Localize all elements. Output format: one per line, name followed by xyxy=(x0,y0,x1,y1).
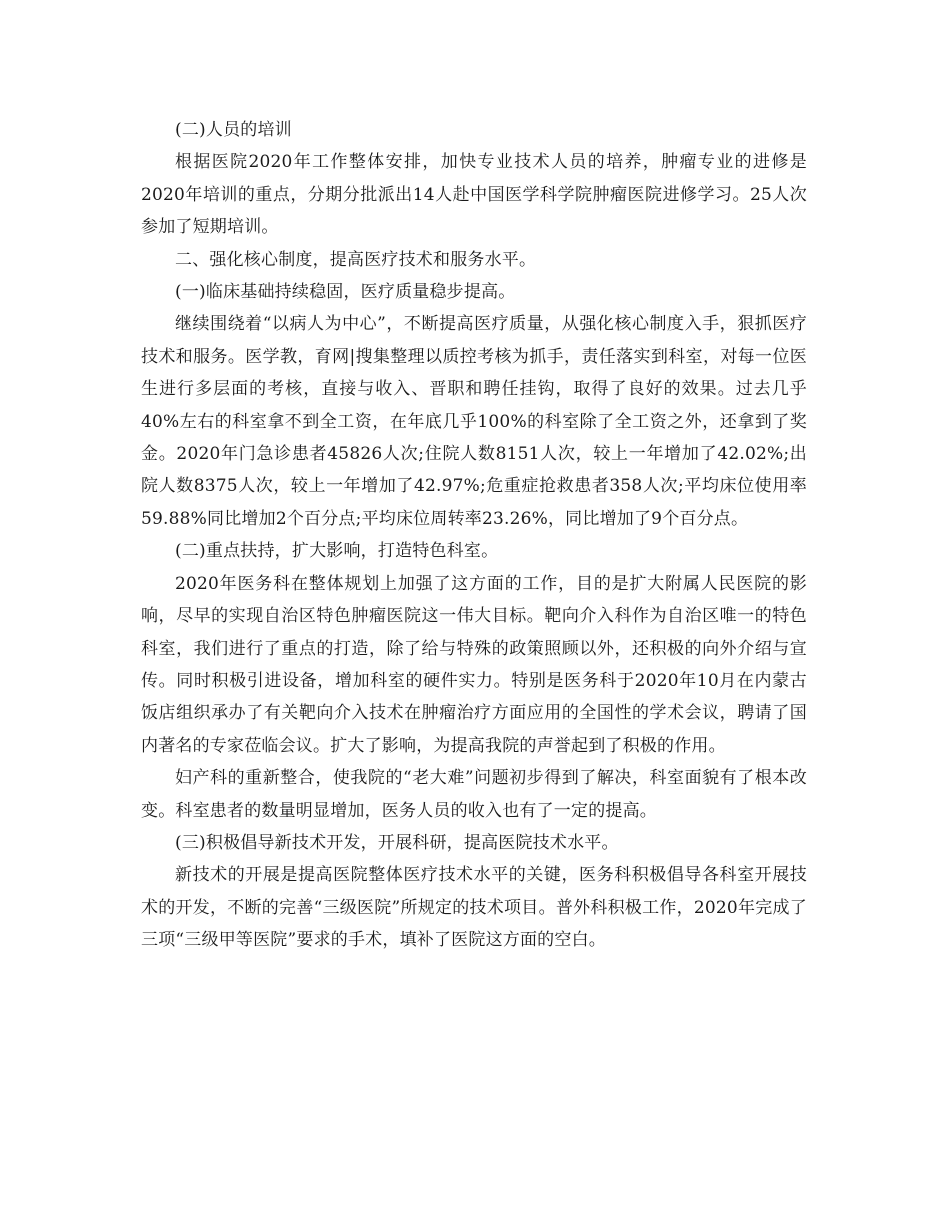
subsection-heading-clinical-quality: (一)临床基础持续稳固，医疗质量稳步提高。 xyxy=(175,282,516,303)
paragraph-training-details: 根据医院2020年工作整体安排，加快专业技术人员的培养，肿瘤专业的进修是2020年培训的重点，分期分批派出14人赴中国医学科学院肿瘤医院进修学习。25人次参加了短期培训。 xyxy=(141,152,807,238)
paragraph-obstetrics: 妇产科的重新整合，使我院的“老大难”问题初步得到了解决，科室面貌有了根本改变。科室患者的数量明显增加，医务人员的收入也有了一定的提高。 xyxy=(141,768,807,821)
document-body xyxy=(141,114,807,957)
paragraph-new-technology: 新技术的开展是提高医院整体医疗技术水平的关键，医务科积极倡导各科室开展技术的开发，不断的完善“三级医院”所规定的技术项目。普外科积极工作，2020年完成了三项“三级甲等医院”要求的手术，填补了医院这方面的空白。 xyxy=(141,865,807,951)
subsection-heading-featured-departments: (二)重点扶持，扩大影响，打造特色科室。 xyxy=(175,541,499,562)
section-heading-staff-training: (二)人员的培训 xyxy=(175,120,292,140)
section-heading-core-systems: 二、强化核心制度，提高医疗技术和服务水平。 xyxy=(175,249,537,270)
paragraph-featured-departments: 2020年医务科在整体规划上加强了这方面的工作，目的是扩大附属人民医院的影响，尽早的实现自治区特色肿瘤医院这一伟大目标。靶向介入科作为自治区唯一的特色科室，我们进行了重点的打造，除了给与特殊的政策照顾以外，还积极的向外介绍与宣传。同时积极引进设备，增加科室的硬件实力。特别是医务科于2020年10月在内蒙古饭店组织承办了有关靶向介入技术在肿瘤治疗方面应用的全国性的学术会议，聘请了国内著名的专家莅临会议。扩大了影响，为提高我院的声誉起到了积极的作用。 xyxy=(141,573,807,756)
paragraph-quality-statistics: 继续围绕着“以病人为中心”，不断提高医疗质量，从强化核心制度入手，狠抓医疗技术和服务。医学教，育网|搜集整理以质控考核为抓手，责任落实到科室，对每一位医生进行多层面的考核，直接与收入、晋职和聘任挂钩，取得了良好的效果。过去几乎40%左右的科室拿不到全工资，在年底几乎100%的科室除了全工资之外，还拿到了奖金。2020年门急诊患者45826人次;住院人数8151人次，较上一年增加了42.02%;出院人数8375人次，较上一年增加了42.97%;危重症抢救患者358人次;平均床位使用率59.88%同比增加2个百分点;平均床位周转率23.26%，同比增加了9个百分点。 xyxy=(141,314,807,529)
subsection-heading-new-technology: (三)积极倡导新技术开发，开展科研，提高医院技术水平。 xyxy=(175,832,619,853)
